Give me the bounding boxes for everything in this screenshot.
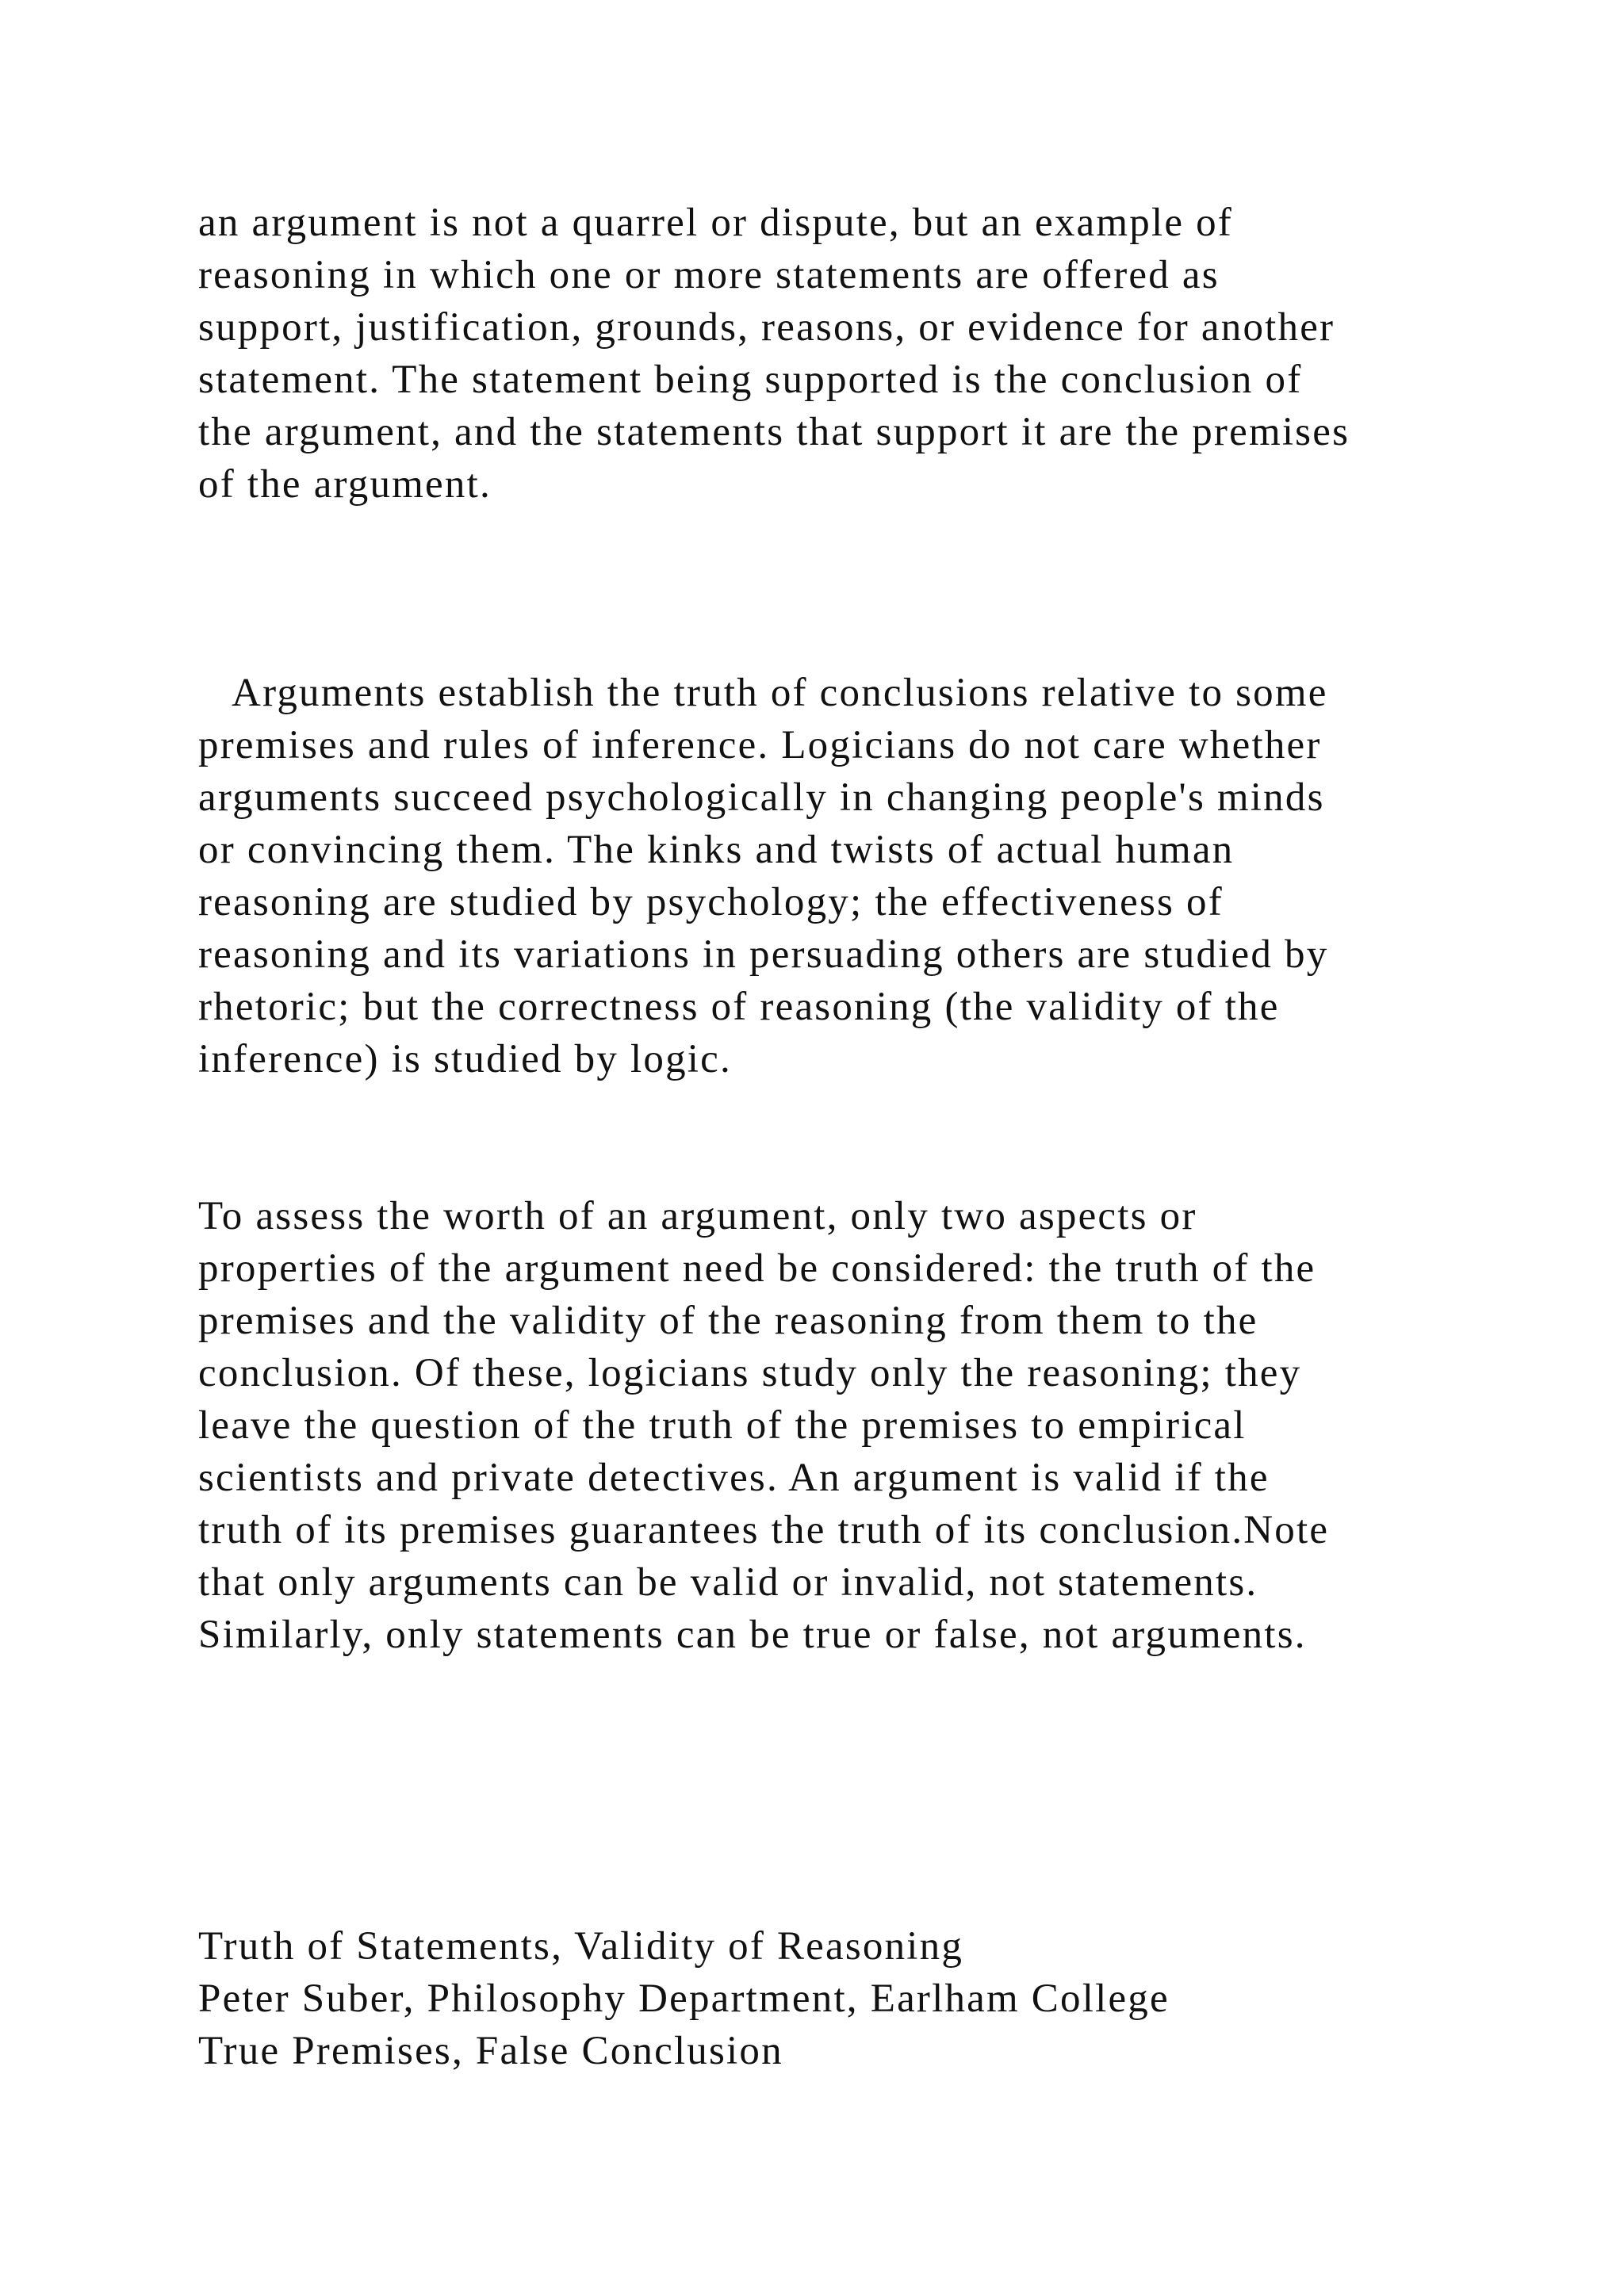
- paragraph-argument-definition: [198, 197, 1546, 511]
- text-line: reasoning in which one or more statements are offered as: [198, 253, 1220, 297]
- text-line: Similarly, only statements can be true or false, not arguments.: [198, 1613, 1307, 1657]
- text-line: of the argument.: [198, 462, 492, 507]
- text-line: or convincing them. The kinks and twists of actual human: [198, 828, 1235, 872]
- text-line: support, justification, grounds, reasons, or evidence for another: [198, 305, 1335, 350]
- text-line: True Premises, False Conclusion: [198, 2029, 783, 2073]
- text-line: inference) is studied by logic.: [198, 1037, 732, 1081]
- text-line: reasoning and its variations in persuading others are studied by: [198, 932, 1329, 977]
- text-line: scientists and private detectives. An argument is valid if the: [198, 1456, 1270, 1500]
- paragraph-arguments-establish-truth: [198, 667, 1546, 1085]
- text-line: conclusion. Of these, logicians study only the reasoning; they: [198, 1351, 1302, 1395]
- text-line: premises and the validity of the reasoning from them to the: [198, 1299, 1258, 1343]
- text-line: rhetoric; but the correctness of reasoning (the validity of the: [198, 985, 1280, 1029]
- text-line: arguments succeed psychologically in changing people's minds: [198, 775, 1325, 820]
- paragraph-assess-worth: [198, 1190, 1546, 1661]
- text-line: Truth of Statements, Validity of Reasoning: [198, 1924, 964, 1969]
- text-line: reasoning are studied by psychology; the effectiveness of: [198, 880, 1224, 924]
- text-line: premises and rules of inference. Logicians do not care whether: [198, 723, 1322, 767]
- text-line: To assess the worth of an argument, only two aspects or: [198, 1194, 1197, 1238]
- paragraph-source-titles: [198, 1920, 1546, 2077]
- text-line: an argument is not a quarrel or dispute, but an example of: [198, 201, 1233, 245]
- text-line: leave the question of the truth of the premises to empirical: [198, 1403, 1247, 1448]
- text-line: properties of the argument need be considered: the truth of the: [198, 1246, 1316, 1291]
- text-line: that only arguments can be valid or invalid, not statements.: [198, 1560, 1258, 1605]
- text-line: the argument, and the statements that support it are the premises: [198, 410, 1350, 454]
- text-line: Arguments establish the truth of conclusions relative to some: [198, 671, 1328, 715]
- text-line: Peter Suber, Philosophy Department, Earlham College: [198, 1976, 1170, 2021]
- text-line: truth of its premises guarantees the truth of its conclusion.Note: [198, 1508, 1330, 1552]
- text-line: statement. The statement being supported is the conclusion of: [198, 358, 1303, 402]
